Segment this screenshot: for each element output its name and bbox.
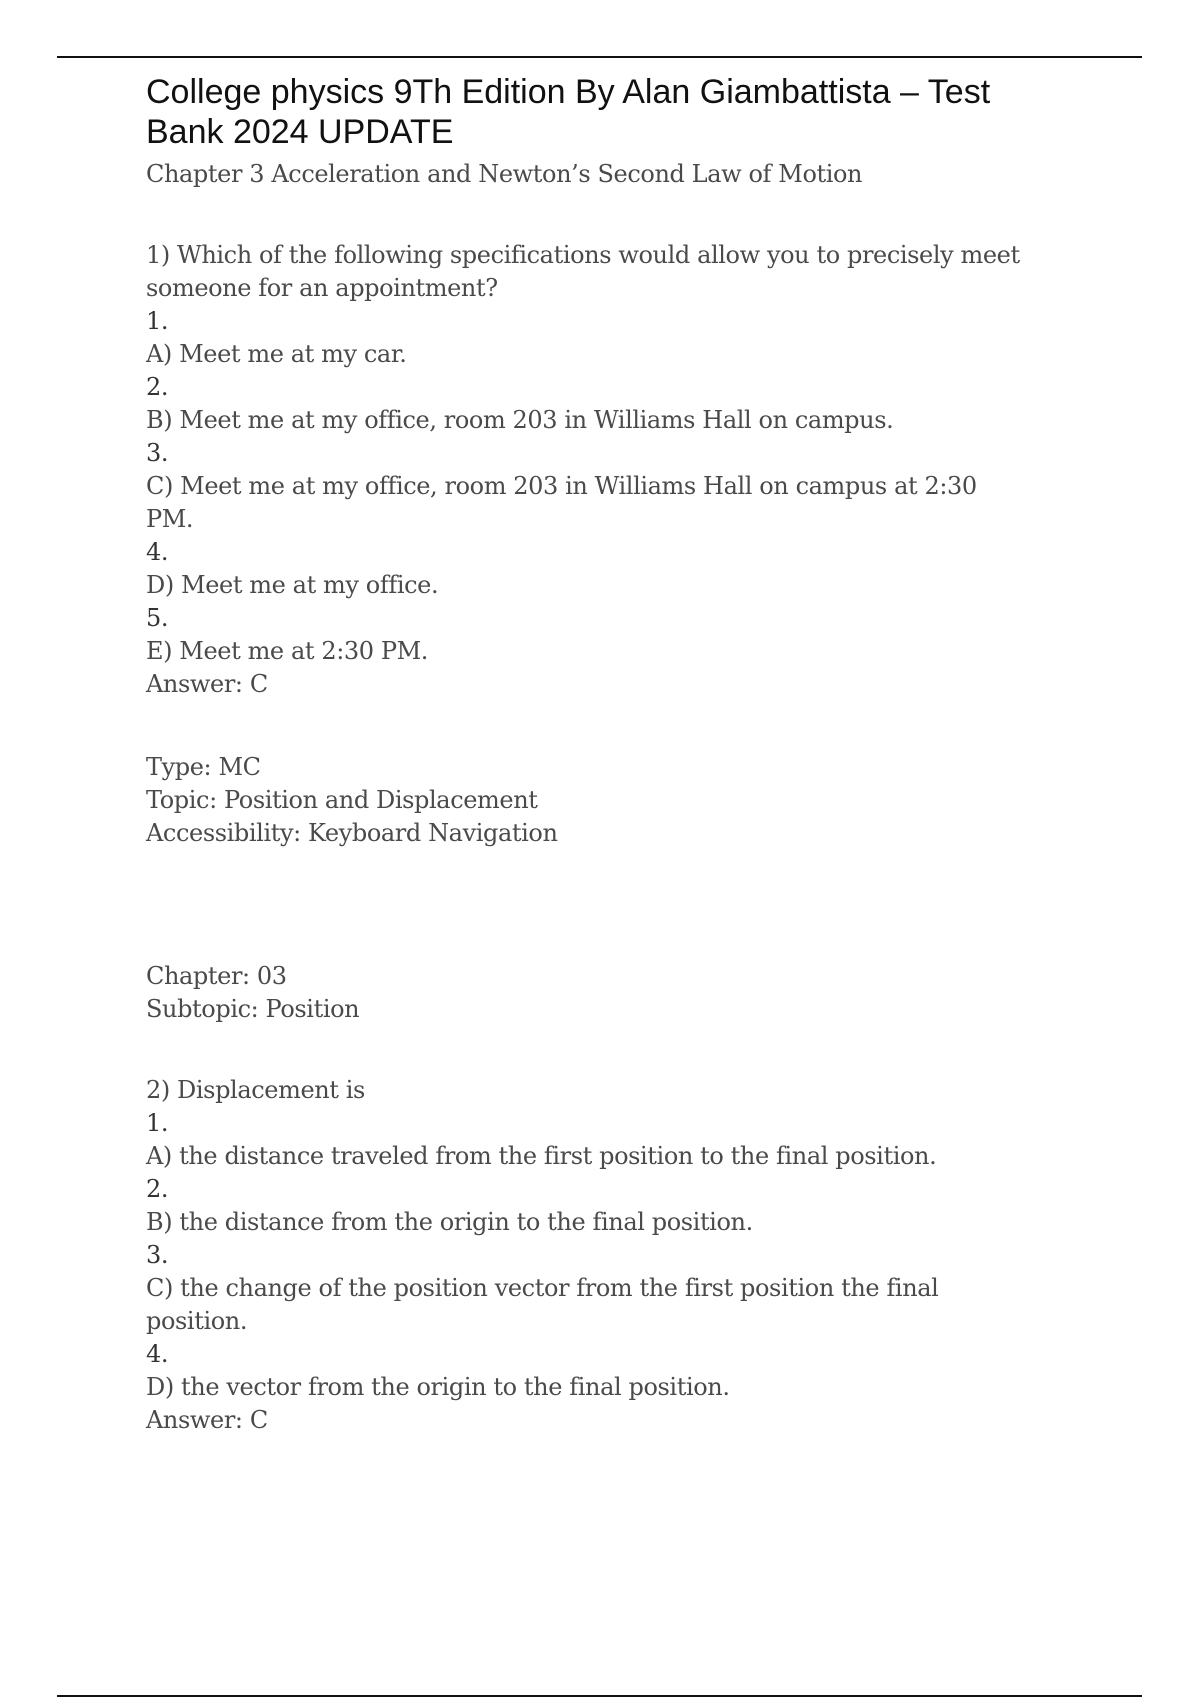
choice-e: E) Meet me at 2:30 PM.	[146, 637, 429, 665]
choice-number: 2.	[146, 1175, 169, 1203]
question-topic: Topic: Position and Displacement	[146, 786, 538, 814]
choice-d: D) the vector from the origin to the final position.	[146, 1373, 730, 1401]
question-chapter: Chapter: 03	[146, 962, 287, 990]
question-2-answer: Answer: C	[146, 1406, 268, 1434]
document-title	[146, 72, 1076, 152]
question-type: Type: MC	[146, 753, 261, 781]
question-1	[146, 239, 1076, 701]
choice-b: B) Meet me at my office, room 203 in Williams Hall on campus.	[146, 406, 894, 434]
choice-number: 1.	[146, 1109, 169, 1137]
choice-d: D) Meet me at my office.	[146, 571, 439, 599]
choice-number: 5.	[146, 604, 169, 632]
question-1-chapter-info	[146, 960, 1076, 1026]
choice-number: 4.	[146, 1340, 169, 1368]
bottom-rule	[57, 1695, 1142, 1697]
question-accessibility: Accessibility: Keyboard Navigation	[146, 819, 558, 847]
choice-c-continued: position.	[146, 1307, 248, 1335]
choice-b: B) the distance from the origin to the final position.	[146, 1208, 753, 1236]
choice-c-continued: PM.	[146, 505, 194, 533]
choice-c: C) the change of the position vector from the first position the final	[146, 1274, 939, 1302]
title-line-2: Bank 2024 UPDATE	[146, 113, 454, 151]
choice-a: A) the distance traveled from the first position to the final position.	[146, 1142, 937, 1170]
chapter-heading: Chapter 3 Acceleration and Newton’s Second Law of Motion	[146, 160, 863, 188]
question-2	[146, 1074, 1076, 1437]
question-2-stem: 2) Displacement is	[146, 1076, 365, 1104]
choice-number: 1.	[146, 307, 169, 335]
question-1-stem-line-2: someone for an appointment?	[146, 274, 498, 302]
question-1-metadata	[146, 751, 1076, 850]
question-1-stem-line-1: 1) Which of the following specifications would allow you to precisely meet	[146, 241, 1020, 269]
choice-number: 4.	[146, 538, 169, 566]
choice-number: 3.	[146, 439, 169, 467]
title-line-1: College physics 9Th Edition By Alan Giambattista – Test	[146, 73, 991, 111]
document-page	[146, 72, 1076, 1437]
choice-a: A) Meet me at my car.	[146, 340, 407, 368]
top-rule	[57, 56, 1142, 58]
choice-c: C) Meet me at my office, room 203 in Williams Hall on campus at 2:30	[146, 472, 977, 500]
question-subtopic: Subtopic: Position	[146, 995, 360, 1023]
question-1-answer: Answer: C	[146, 670, 268, 698]
choice-number: 3.	[146, 1241, 169, 1269]
choice-number: 2.	[146, 373, 169, 401]
